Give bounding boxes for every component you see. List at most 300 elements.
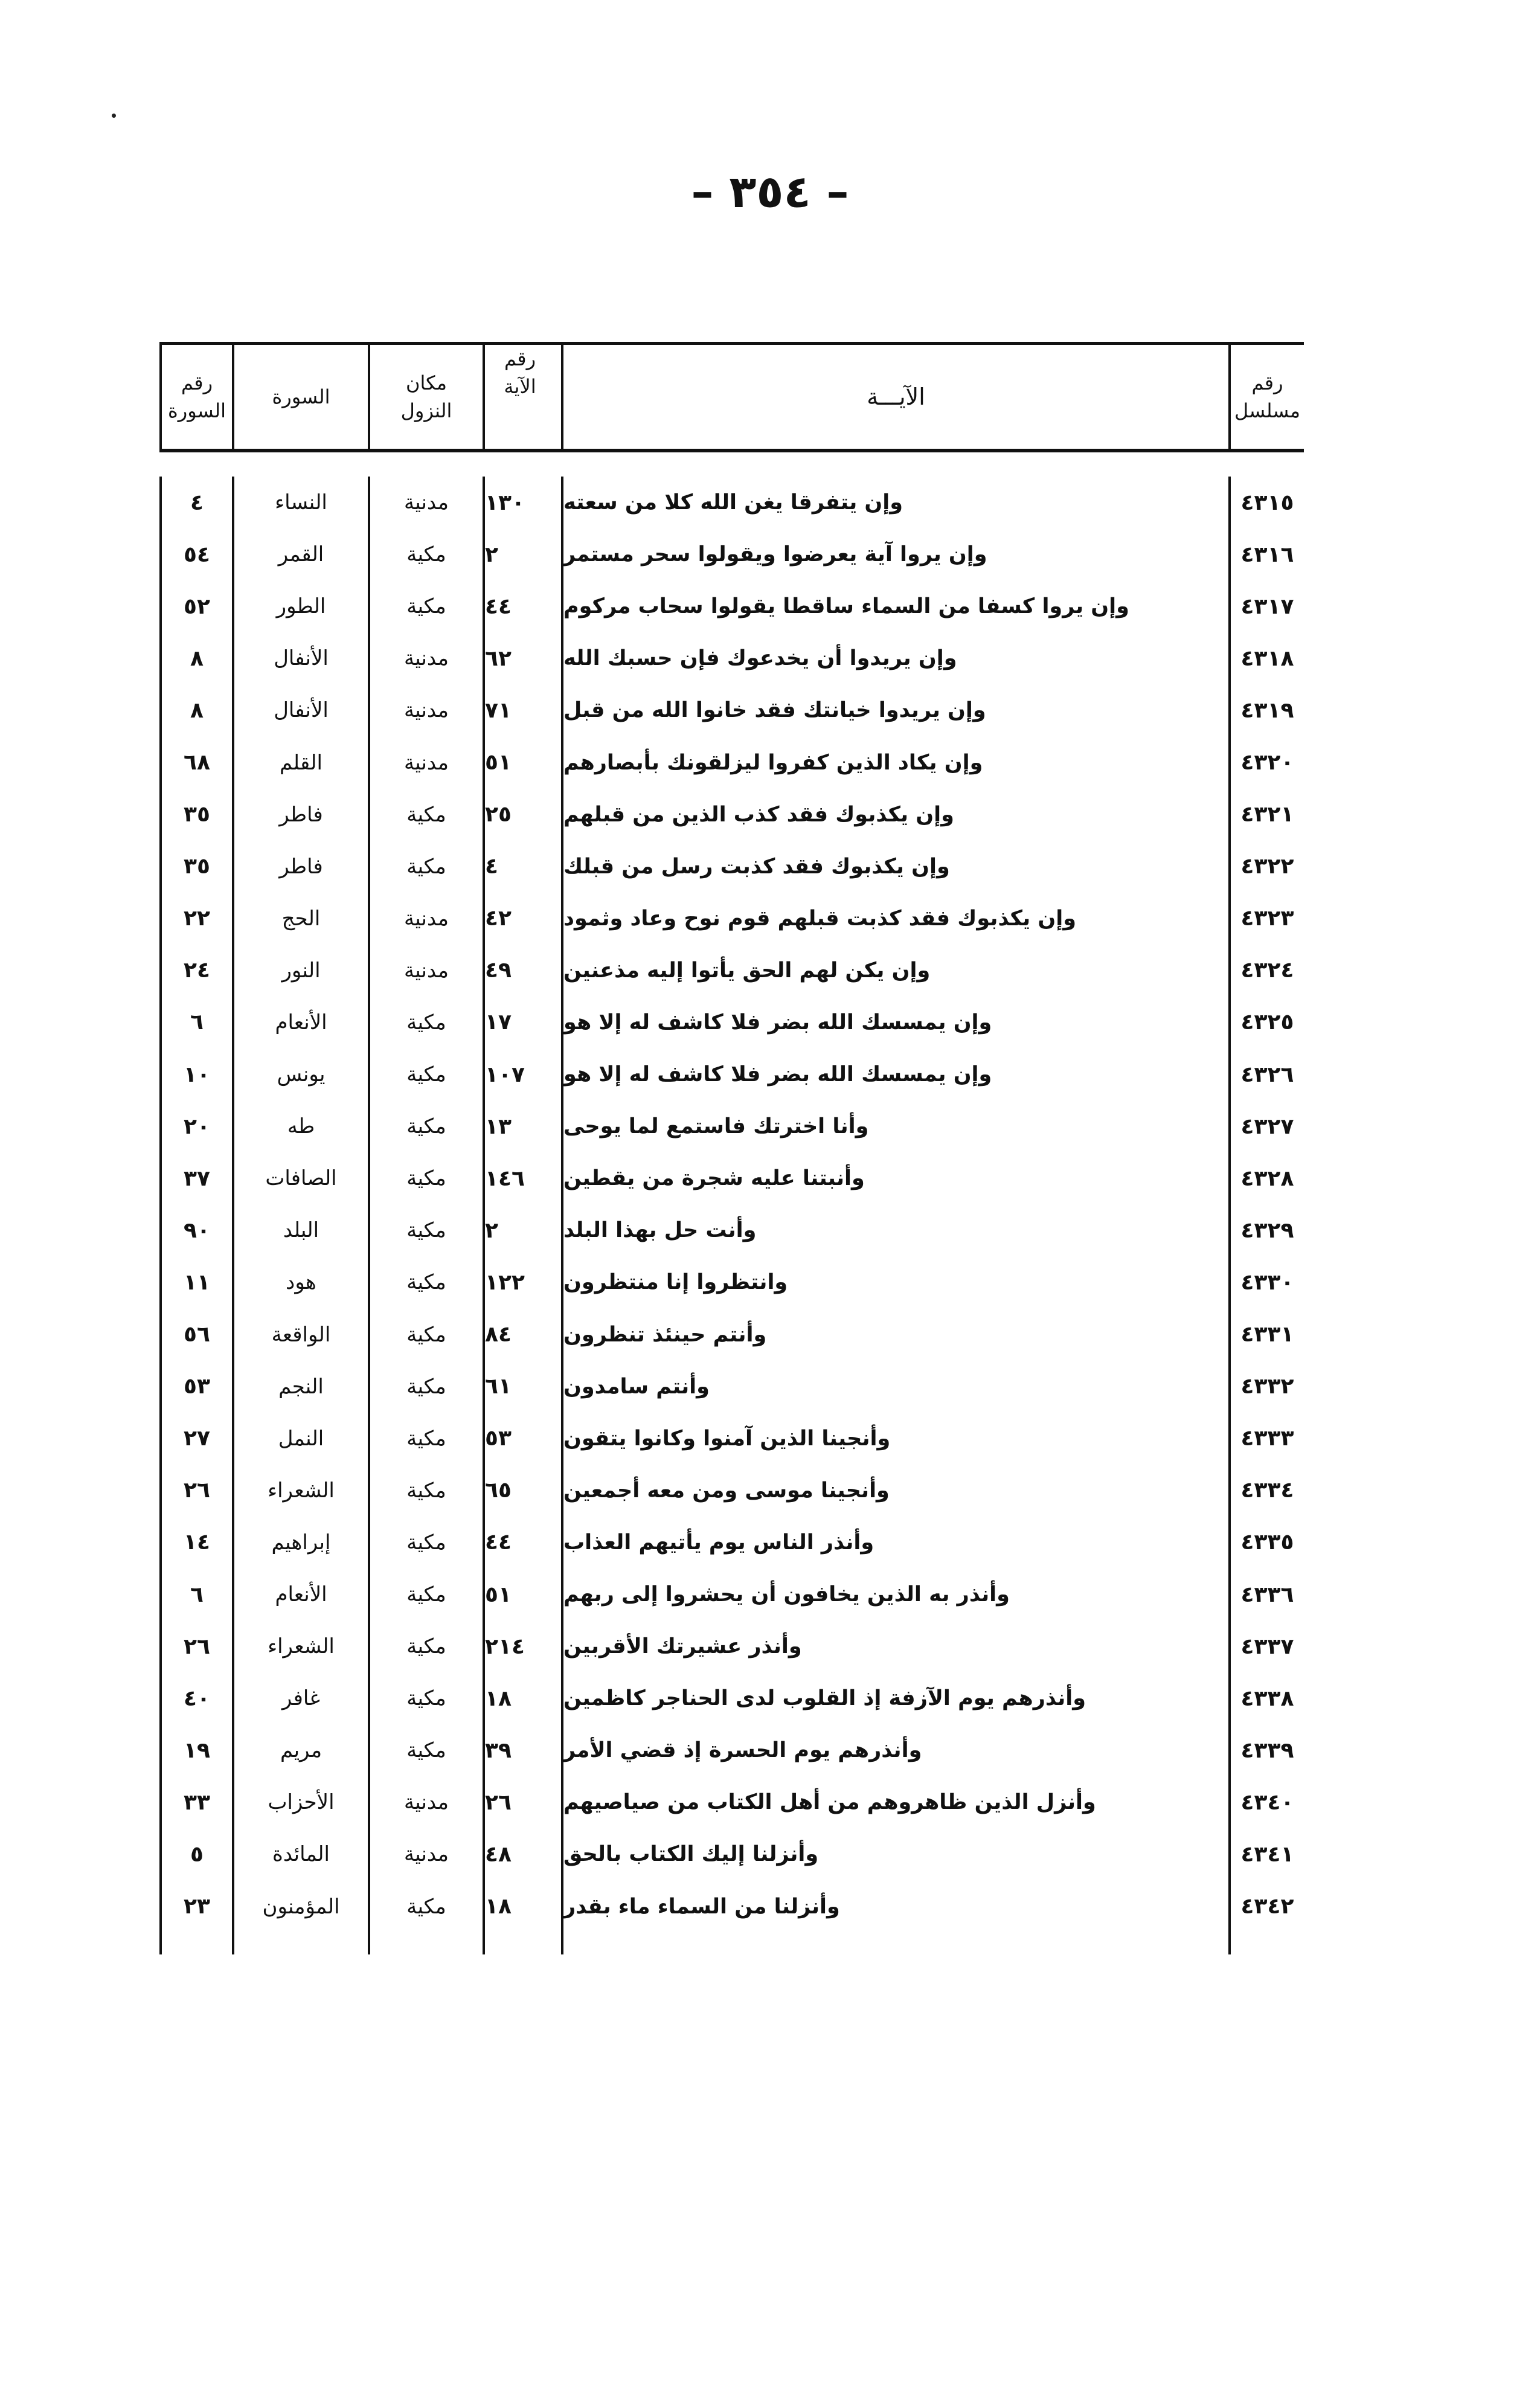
verse-cell-text: وأنا اخترتك فاستمع لما يوحى bbox=[563, 1114, 869, 1139]
surah-name-cell-text: المؤمنون bbox=[262, 1894, 340, 1919]
revelation-place-cell-text: مكية bbox=[406, 594, 446, 619]
revelation-place-cell-text: مكية bbox=[406, 1270, 446, 1295]
table-row bbox=[159, 1152, 1304, 1204]
table-row bbox=[159, 1100, 1304, 1152]
header-verse-label: الآيـــة bbox=[867, 384, 925, 410]
ayah-number-cell bbox=[483, 893, 561, 945]
surah-name-cell-text: القمر bbox=[278, 542, 324, 567]
surah-number-cell-text: ٣٥ bbox=[184, 854, 210, 879]
serial-cell-text: ٤٣٢٧ bbox=[1240, 1114, 1294, 1139]
ayah-number-cell bbox=[483, 1309, 561, 1361]
ayah-number-cell bbox=[483, 1828, 561, 1880]
revelation-place-cell bbox=[368, 736, 483, 788]
surah-number-cell bbox=[159, 477, 232, 528]
revelation-place-cell-text: مدنية bbox=[403, 646, 449, 671]
serial-cell-text: ٤٣٢٩ bbox=[1240, 1218, 1294, 1243]
tail-snum bbox=[159, 1933, 232, 1954]
serial-cell-text: ٤٣١٧ bbox=[1240, 594, 1294, 619]
surah-name-cell-text: غافر bbox=[281, 1686, 321, 1711]
header-snum-line2: السورة bbox=[168, 399, 226, 422]
surah-name-cell bbox=[232, 736, 368, 788]
verse-cell-text: وإن يريدوا أن يخدعوك فإن حسبك الله bbox=[563, 646, 957, 671]
verse-cell-text: وانتظروا إنا منتظرون bbox=[563, 1270, 788, 1295]
ayah-number-cell-text: ٢١٤ bbox=[485, 1634, 525, 1659]
verse-cell bbox=[561, 1152, 1228, 1204]
surah-name-cell bbox=[232, 1517, 368, 1569]
revelation-place-cell-text: مكية bbox=[406, 1010, 446, 1035]
ayah-number-cell bbox=[483, 789, 561, 841]
surah-name-cell-text: الأنعام bbox=[275, 1010, 327, 1035]
tail-surah bbox=[232, 1933, 368, 1954]
surah-name-cell-text: الصافات bbox=[265, 1166, 337, 1191]
serial-cell bbox=[1228, 1361, 1304, 1413]
ayah-number-cell-text: ٥١ bbox=[485, 750, 512, 776]
surah-number-cell bbox=[159, 1672, 232, 1724]
surah-number-cell-text: ٢٠ bbox=[184, 1114, 210, 1139]
serial-cell bbox=[1228, 997, 1304, 1048]
surah-number-cell-text: ٢٦ bbox=[184, 1634, 210, 1659]
serial-cell-text: ٤٣٣١ bbox=[1240, 1322, 1294, 1347]
surah-name-cell-text: الأنعام bbox=[275, 1582, 327, 1607]
ayah-number-cell-text: ٨٤ bbox=[485, 1322, 512, 1347]
ayah-number-cell-text: ٤٤ bbox=[485, 1530, 512, 1555]
serial-cell-text: ٤٣٣٨ bbox=[1240, 1686, 1294, 1711]
surah-number-cell-text: ٨ bbox=[190, 698, 204, 723]
surah-number-cell-text: ٥ bbox=[190, 1842, 204, 1867]
header-surah bbox=[232, 345, 368, 449]
verse-cell-text: وأنذرهم يوم الآزفة إذ القلوب لدى الحناجر كاظمين bbox=[563, 1686, 1086, 1711]
surah-number-cell-text: ٢٤ bbox=[184, 958, 210, 983]
surah-name-cell bbox=[232, 1048, 368, 1100]
surah-number-cell-text: ١١ bbox=[184, 1270, 210, 1295]
ayah-number-cell bbox=[483, 580, 561, 632]
verse-cell bbox=[561, 1569, 1228, 1620]
surah-number-cell-text: ٤ bbox=[190, 490, 204, 515]
surah-name-cell-text: الحج bbox=[281, 906, 321, 931]
revelation-place-cell bbox=[368, 477, 483, 528]
revelation-place-cell-text: مكية bbox=[406, 1374, 446, 1399]
revelation-place-cell-text: مكية bbox=[406, 1582, 446, 1607]
ayah-number-cell-text: ٤٩ bbox=[485, 958, 512, 983]
serial-cell-text: ٤٣٣٧ bbox=[1240, 1634, 1294, 1659]
surah-number-cell bbox=[159, 1152, 232, 1204]
serial-cell bbox=[1228, 945, 1304, 997]
surah-number-cell-text: ٢٣ bbox=[184, 1894, 210, 1919]
surah-name-cell bbox=[232, 1465, 368, 1517]
header-place-line1: مكان bbox=[405, 371, 448, 394]
table-row bbox=[159, 580, 1304, 632]
serial-cell bbox=[1228, 632, 1304, 684]
surah-number-cell-text: ٢٢ bbox=[184, 906, 210, 931]
surah-number-cell bbox=[159, 1828, 232, 1880]
verse-cell-text: وأنجينا الذين آمنوا وكانوا يتقون bbox=[563, 1426, 891, 1451]
surah-number-cell-text: ٦ bbox=[190, 1010, 204, 1035]
ayah-number-cell bbox=[483, 1048, 561, 1100]
verse-cell-text: وأنزلنا إليك الكتاب بالحق bbox=[563, 1842, 819, 1867]
verse-cell bbox=[561, 1413, 1228, 1465]
revelation-place-cell bbox=[368, 1309, 483, 1361]
surah-number-cell-text: ٥٢ bbox=[184, 594, 210, 619]
surah-name-cell-text: الأنفال bbox=[274, 698, 329, 723]
ayah-number-cell-text: ٤٨ bbox=[485, 1842, 512, 1867]
ayah-number-cell bbox=[483, 528, 561, 580]
revelation-place-cell-text: مكية bbox=[406, 1530, 446, 1555]
surah-name-cell-text: يونس bbox=[277, 1062, 326, 1087]
verse-cell bbox=[561, 684, 1228, 736]
ayah-number-cell bbox=[483, 632, 561, 684]
serial-cell bbox=[1228, 1517, 1304, 1569]
revelation-place-cell-text: مكية bbox=[406, 1166, 446, 1191]
surah-name-cell-text: البلد bbox=[283, 1218, 319, 1243]
revelation-place-cell-text: مكية bbox=[406, 1894, 446, 1919]
surah-name-cell-text: الواقعة bbox=[271, 1322, 331, 1347]
verse-cell-text: وأنزلنا من السماء ماء بقدر bbox=[563, 1894, 840, 1919]
surah-number-cell bbox=[159, 1620, 232, 1672]
verse-cell-text: وإن يريدوا خيانتك فقد خانوا الله من قبل bbox=[563, 698, 986, 723]
ayah-number-cell bbox=[483, 1776, 561, 1828]
surah-name-cell bbox=[232, 841, 368, 893]
surah-number-cell-text: ٥٦ bbox=[184, 1322, 210, 1347]
serial-cell-text: ٤٣١٦ bbox=[1240, 542, 1294, 567]
ayah-number-cell-text: ١٣ bbox=[485, 1114, 512, 1139]
surah-name-cell bbox=[232, 1413, 368, 1465]
serial-cell bbox=[1228, 893, 1304, 945]
surah-number-cell-text: ٤٠ bbox=[184, 1686, 210, 1711]
verse-cell bbox=[561, 477, 1228, 528]
surah-number-cell bbox=[159, 1517, 232, 1569]
revelation-place-cell bbox=[368, 1413, 483, 1465]
serial-cell bbox=[1228, 789, 1304, 841]
surah-name-cell bbox=[232, 1828, 368, 1880]
verse-cell bbox=[561, 1204, 1228, 1256]
revelation-place-cell bbox=[368, 1881, 483, 1933]
serial-cell-text: ٤٣١٩ bbox=[1240, 698, 1294, 723]
verse-cell bbox=[561, 1724, 1228, 1776]
surah-name-cell bbox=[232, 945, 368, 997]
revelation-place-cell-text: مدنية bbox=[403, 490, 449, 515]
ayah-number-cell bbox=[483, 1517, 561, 1569]
revelation-place-cell bbox=[368, 1204, 483, 1256]
verse-cell-text: وأنتم حينئذ تنظرون bbox=[563, 1322, 767, 1347]
ayah-number-cell bbox=[483, 1100, 561, 1152]
surah-number-cell bbox=[159, 1776, 232, 1828]
verse-cell bbox=[561, 580, 1228, 632]
serial-cell-text: ٤٣٢٢ bbox=[1240, 854, 1294, 879]
revelation-place-cell bbox=[368, 1152, 483, 1204]
surah-name-cell bbox=[232, 893, 368, 945]
surah-number-cell bbox=[159, 1256, 232, 1308]
serial-cell bbox=[1228, 1724, 1304, 1776]
verse-cell bbox=[561, 1361, 1228, 1413]
surah-name-cell-text: مريم bbox=[280, 1738, 322, 1763]
serial-cell bbox=[1228, 1204, 1304, 1256]
table-row bbox=[159, 945, 1304, 997]
header-place-line2: النزول bbox=[400, 399, 452, 422]
ayah-number-cell-text: ٢ bbox=[485, 542, 498, 567]
revelation-place-cell-text: مدنية bbox=[403, 698, 449, 723]
serial-cell-text: ٤٣٣٤ bbox=[1240, 1478, 1294, 1503]
ayah-number-cell-text: ١٢٢ bbox=[485, 1270, 525, 1295]
header-snum-line1: رقم bbox=[181, 371, 213, 394]
revelation-place-cell bbox=[368, 580, 483, 632]
surah-name-cell bbox=[232, 1620, 368, 1672]
table-row bbox=[159, 1828, 1304, 1880]
surah-number-cell bbox=[159, 893, 232, 945]
ayah-number-cell-text: ٢٦ bbox=[485, 1790, 512, 1815]
serial-cell bbox=[1228, 1309, 1304, 1361]
verse-cell bbox=[561, 893, 1228, 945]
surah-number-cell bbox=[159, 1413, 232, 1465]
table-row bbox=[159, 1465, 1304, 1517]
surah-number-cell bbox=[159, 789, 232, 841]
stray-dot-mark bbox=[112, 114, 116, 118]
surah-number-cell bbox=[159, 1361, 232, 1413]
ayah-number-cell bbox=[483, 1724, 561, 1776]
surah-name-cell bbox=[232, 1100, 368, 1152]
serial-cell-text: ٤٣٤١ bbox=[1240, 1842, 1294, 1867]
table-row bbox=[159, 477, 1304, 528]
serial-cell bbox=[1228, 1776, 1304, 1828]
verse-cell-text: وإن يتفرقا يغن الله كلا من سعته bbox=[563, 490, 903, 515]
serial-cell bbox=[1228, 684, 1304, 736]
surah-number-cell-text: ٥٣ bbox=[184, 1374, 210, 1399]
verse-cell-text: وإن يكذبوك فقد كذبت قبلهم قوم نوح وعاد وثمود bbox=[563, 906, 1076, 931]
table-row bbox=[159, 789, 1304, 841]
header-verse bbox=[561, 345, 1228, 449]
serial-cell-text: ٤٣٢٦ bbox=[1240, 1062, 1294, 1087]
header-serial-line1: رقم bbox=[1251, 371, 1283, 394]
table-row bbox=[159, 1048, 1304, 1100]
serial-cell-text: ٤٣٢٥ bbox=[1240, 1010, 1294, 1035]
ayah-number-cell bbox=[483, 1465, 561, 1517]
serial-cell bbox=[1228, 1413, 1304, 1465]
surah-name-cell bbox=[232, 1724, 368, 1776]
tail-ayah bbox=[483, 1933, 561, 1954]
revelation-place-cell bbox=[368, 1465, 483, 1517]
revelation-place-cell-text: مدنية bbox=[403, 1790, 449, 1815]
ayah-number-cell-text: ١٣٠ bbox=[485, 490, 525, 515]
surah-number-cell bbox=[159, 841, 232, 893]
revelation-place-cell bbox=[368, 841, 483, 893]
table-row bbox=[159, 997, 1304, 1048]
ayah-number-cell bbox=[483, 1672, 561, 1724]
revelation-place-cell-text: مدنية bbox=[403, 906, 449, 931]
verse-cell bbox=[561, 1776, 1228, 1828]
revelation-place-cell bbox=[368, 1724, 483, 1776]
surah-name-cell bbox=[232, 789, 368, 841]
serial-cell bbox=[1228, 1881, 1304, 1933]
table-row bbox=[159, 1517, 1304, 1569]
revelation-place-cell-text: مكية bbox=[406, 854, 446, 879]
surah-number-cell-text: ٥٤ bbox=[184, 542, 210, 567]
tail-serial bbox=[1228, 1933, 1304, 1954]
verse-cell bbox=[561, 1672, 1228, 1724]
surah-number-cell-text: ٨ bbox=[190, 646, 204, 671]
header-serial-line2: مسلسل bbox=[1234, 399, 1301, 422]
surah-name-cell-text: النساء bbox=[275, 490, 327, 515]
table-row bbox=[159, 632, 1304, 684]
revelation-place-cell-text: مكية bbox=[406, 802, 446, 827]
ayah-number-cell bbox=[483, 477, 561, 528]
ayah-number-cell-text: ٣٩ bbox=[485, 1738, 512, 1763]
revelation-place-cell bbox=[368, 1776, 483, 1828]
ayah-number-cell bbox=[483, 1881, 561, 1933]
revelation-place-cell bbox=[368, 1361, 483, 1413]
ayah-number-cell bbox=[483, 1152, 561, 1204]
serial-cell bbox=[1228, 1620, 1304, 1672]
verse-cell-text: وإن يروا آية يعرضوا ويقولوا سحر مستمر bbox=[563, 542, 987, 567]
serial-cell bbox=[1228, 1828, 1304, 1880]
verse-cell-text: وأنت حل بهذا البلد bbox=[563, 1218, 757, 1243]
ayah-number-cell bbox=[483, 1256, 561, 1308]
ayah-number-cell bbox=[483, 684, 561, 736]
verse-cell bbox=[561, 1828, 1228, 1880]
surah-number-cell bbox=[159, 1204, 232, 1256]
revelation-place-cell-text: مكية bbox=[406, 1478, 446, 1503]
table-row bbox=[159, 841, 1304, 893]
verse-cell-text: وأنذر عشيرتك الأقربين bbox=[563, 1634, 802, 1659]
surah-name-cell-text: إبراهيم bbox=[271, 1530, 331, 1555]
serial-cell-text: ٤٣٢٨ bbox=[1240, 1166, 1294, 1191]
ayah-number-cell-text: ٦٢ bbox=[485, 646, 512, 671]
surah-name-cell bbox=[232, 1361, 368, 1413]
surah-name-cell-text: القلم bbox=[280, 750, 322, 775]
surah-number-cell-text: ١٩ bbox=[184, 1738, 210, 1763]
verse-cell-text: وأنبتنا عليه شجرة من يقطين bbox=[563, 1166, 865, 1191]
table-row bbox=[159, 736, 1304, 788]
header-ayah-line1: رقم bbox=[504, 347, 536, 370]
surah-name-cell bbox=[232, 1569, 368, 1620]
surah-name-cell-text: النور bbox=[281, 958, 321, 983]
surah-name-cell-text: الأحزاب bbox=[268, 1790, 335, 1815]
serial-cell-text: ٤٣١٨ bbox=[1240, 646, 1294, 671]
surah-name-cell-text: الطور bbox=[276, 594, 326, 619]
verse-cell bbox=[561, 1465, 1228, 1517]
surah-name-cell-text: الأنفال bbox=[274, 646, 329, 671]
serial-cell bbox=[1228, 1672, 1304, 1724]
table-bottom-rules bbox=[159, 1933, 1304, 1954]
ayah-number-cell-text: ١٠٧ bbox=[485, 1062, 525, 1087]
table-row bbox=[159, 893, 1304, 945]
table-row bbox=[159, 1361, 1304, 1413]
verse-cell bbox=[561, 1256, 1228, 1308]
serial-cell bbox=[1228, 1152, 1304, 1204]
surah-number-cell-text: ٣٣ bbox=[184, 1790, 210, 1815]
revelation-place-cell-text: مكية bbox=[406, 542, 446, 567]
surah-name-cell-text: فاطر bbox=[279, 854, 323, 879]
surah-number-cell-text: ٢٦ bbox=[184, 1478, 210, 1503]
table-row bbox=[159, 684, 1304, 736]
ayah-number-cell-text: ٦١ bbox=[485, 1374, 512, 1399]
revelation-place-cell-text: مكية bbox=[406, 1738, 446, 1763]
page-number: – ٣٥٤ – bbox=[691, 166, 849, 218]
surah-number-cell-text: ٩٠ bbox=[184, 1218, 210, 1243]
surah-name-cell bbox=[232, 1204, 368, 1256]
table-row bbox=[159, 1776, 1304, 1828]
verse-cell bbox=[561, 736, 1228, 788]
surah-number-cell-text: ١٠ bbox=[184, 1062, 210, 1087]
surah-number-cell bbox=[159, 736, 232, 788]
ayah-number-cell-text: ٥١ bbox=[485, 1582, 512, 1607]
revelation-place-cell-text: مكية bbox=[406, 1218, 446, 1243]
verse-cell bbox=[561, 789, 1228, 841]
surah-number-cell bbox=[159, 945, 232, 997]
revelation-place-cell-text: مدنية bbox=[403, 750, 449, 775]
serial-cell bbox=[1228, 1100, 1304, 1152]
surah-number-cell bbox=[159, 580, 232, 632]
ayah-number-cell-text: ٢٥ bbox=[485, 802, 512, 827]
ayah-number-cell-text: ١٨ bbox=[485, 1894, 512, 1919]
serial-cell-text: ٤٣٢١ bbox=[1240, 802, 1294, 827]
ayah-number-cell bbox=[483, 997, 561, 1048]
table-body bbox=[159, 452, 1304, 1933]
table-row bbox=[159, 1724, 1304, 1776]
revelation-place-cell-text: مدنية bbox=[403, 958, 449, 983]
verse-cell bbox=[561, 841, 1228, 893]
ayah-number-cell bbox=[483, 1569, 561, 1620]
verse-cell bbox=[561, 1881, 1228, 1933]
surah-number-cell bbox=[159, 1100, 232, 1152]
verse-cell bbox=[561, 1620, 1228, 1672]
ayah-number-cell-text: ٢ bbox=[485, 1218, 498, 1243]
revelation-place-cell bbox=[368, 997, 483, 1048]
revelation-place-cell bbox=[368, 632, 483, 684]
tail-verse bbox=[561, 1933, 1228, 1954]
revelation-place-cell-text: مدنية bbox=[403, 1842, 449, 1867]
revelation-place-cell-text: مكية bbox=[406, 1322, 446, 1347]
surah-name-cell bbox=[232, 1152, 368, 1204]
ayah-number-cell-text: ٦٥ bbox=[485, 1478, 512, 1503]
revelation-place-cell bbox=[368, 1256, 483, 1308]
revelation-place-cell-text: مكية bbox=[406, 1062, 446, 1087]
surah-name-cell-text: النجم bbox=[278, 1374, 324, 1399]
surah-name-cell bbox=[232, 1309, 368, 1361]
serial-cell-text: ٤٣٣٦ bbox=[1240, 1582, 1294, 1607]
surah-number-cell-text: ٣٧ bbox=[184, 1166, 210, 1191]
surah-name-cell bbox=[232, 997, 368, 1048]
verse-cell-text: وأنجينا موسى ومن معه أجمعين bbox=[563, 1478, 890, 1503]
revelation-place-cell bbox=[368, 528, 483, 580]
revelation-place-cell bbox=[368, 1672, 483, 1724]
surah-number-cell bbox=[159, 1569, 232, 1620]
revelation-place-cell bbox=[368, 684, 483, 736]
serial-cell-text: ٤٣٣٥ bbox=[1240, 1530, 1294, 1555]
table-row bbox=[159, 1309, 1304, 1361]
surah-number-cell bbox=[159, 528, 232, 580]
surah-name-cell-text: المائدة bbox=[272, 1842, 330, 1867]
surah-number-cell bbox=[159, 684, 232, 736]
serial-cell-text: ٤٣١٥ bbox=[1240, 490, 1294, 515]
serial-cell bbox=[1228, 477, 1304, 528]
surah-name-cell bbox=[232, 477, 368, 528]
serial-cell-text: ٤٣٣٣ bbox=[1240, 1426, 1294, 1451]
revelation-place-cell bbox=[368, 1569, 483, 1620]
verse-cell bbox=[561, 1309, 1228, 1361]
revelation-place-cell bbox=[368, 789, 483, 841]
serial-cell bbox=[1228, 1048, 1304, 1100]
header-surah-label: السورة bbox=[272, 385, 330, 408]
revelation-place-cell-text: مكية bbox=[406, 1686, 446, 1711]
table-row bbox=[159, 1413, 1304, 1465]
verse-cell bbox=[561, 997, 1228, 1048]
surah-name-cell-text: فاطر bbox=[279, 802, 323, 827]
surah-number-cell-text: ١٤ bbox=[184, 1530, 210, 1555]
surah-name-cell bbox=[232, 1256, 368, 1308]
surah-name-cell bbox=[232, 1672, 368, 1724]
surah-name-cell-text: النمل bbox=[278, 1426, 324, 1451]
serial-cell bbox=[1228, 736, 1304, 788]
verse-cell-text: وإن يكذبوك فقد كذب الذين من قبلهم bbox=[563, 802, 954, 827]
